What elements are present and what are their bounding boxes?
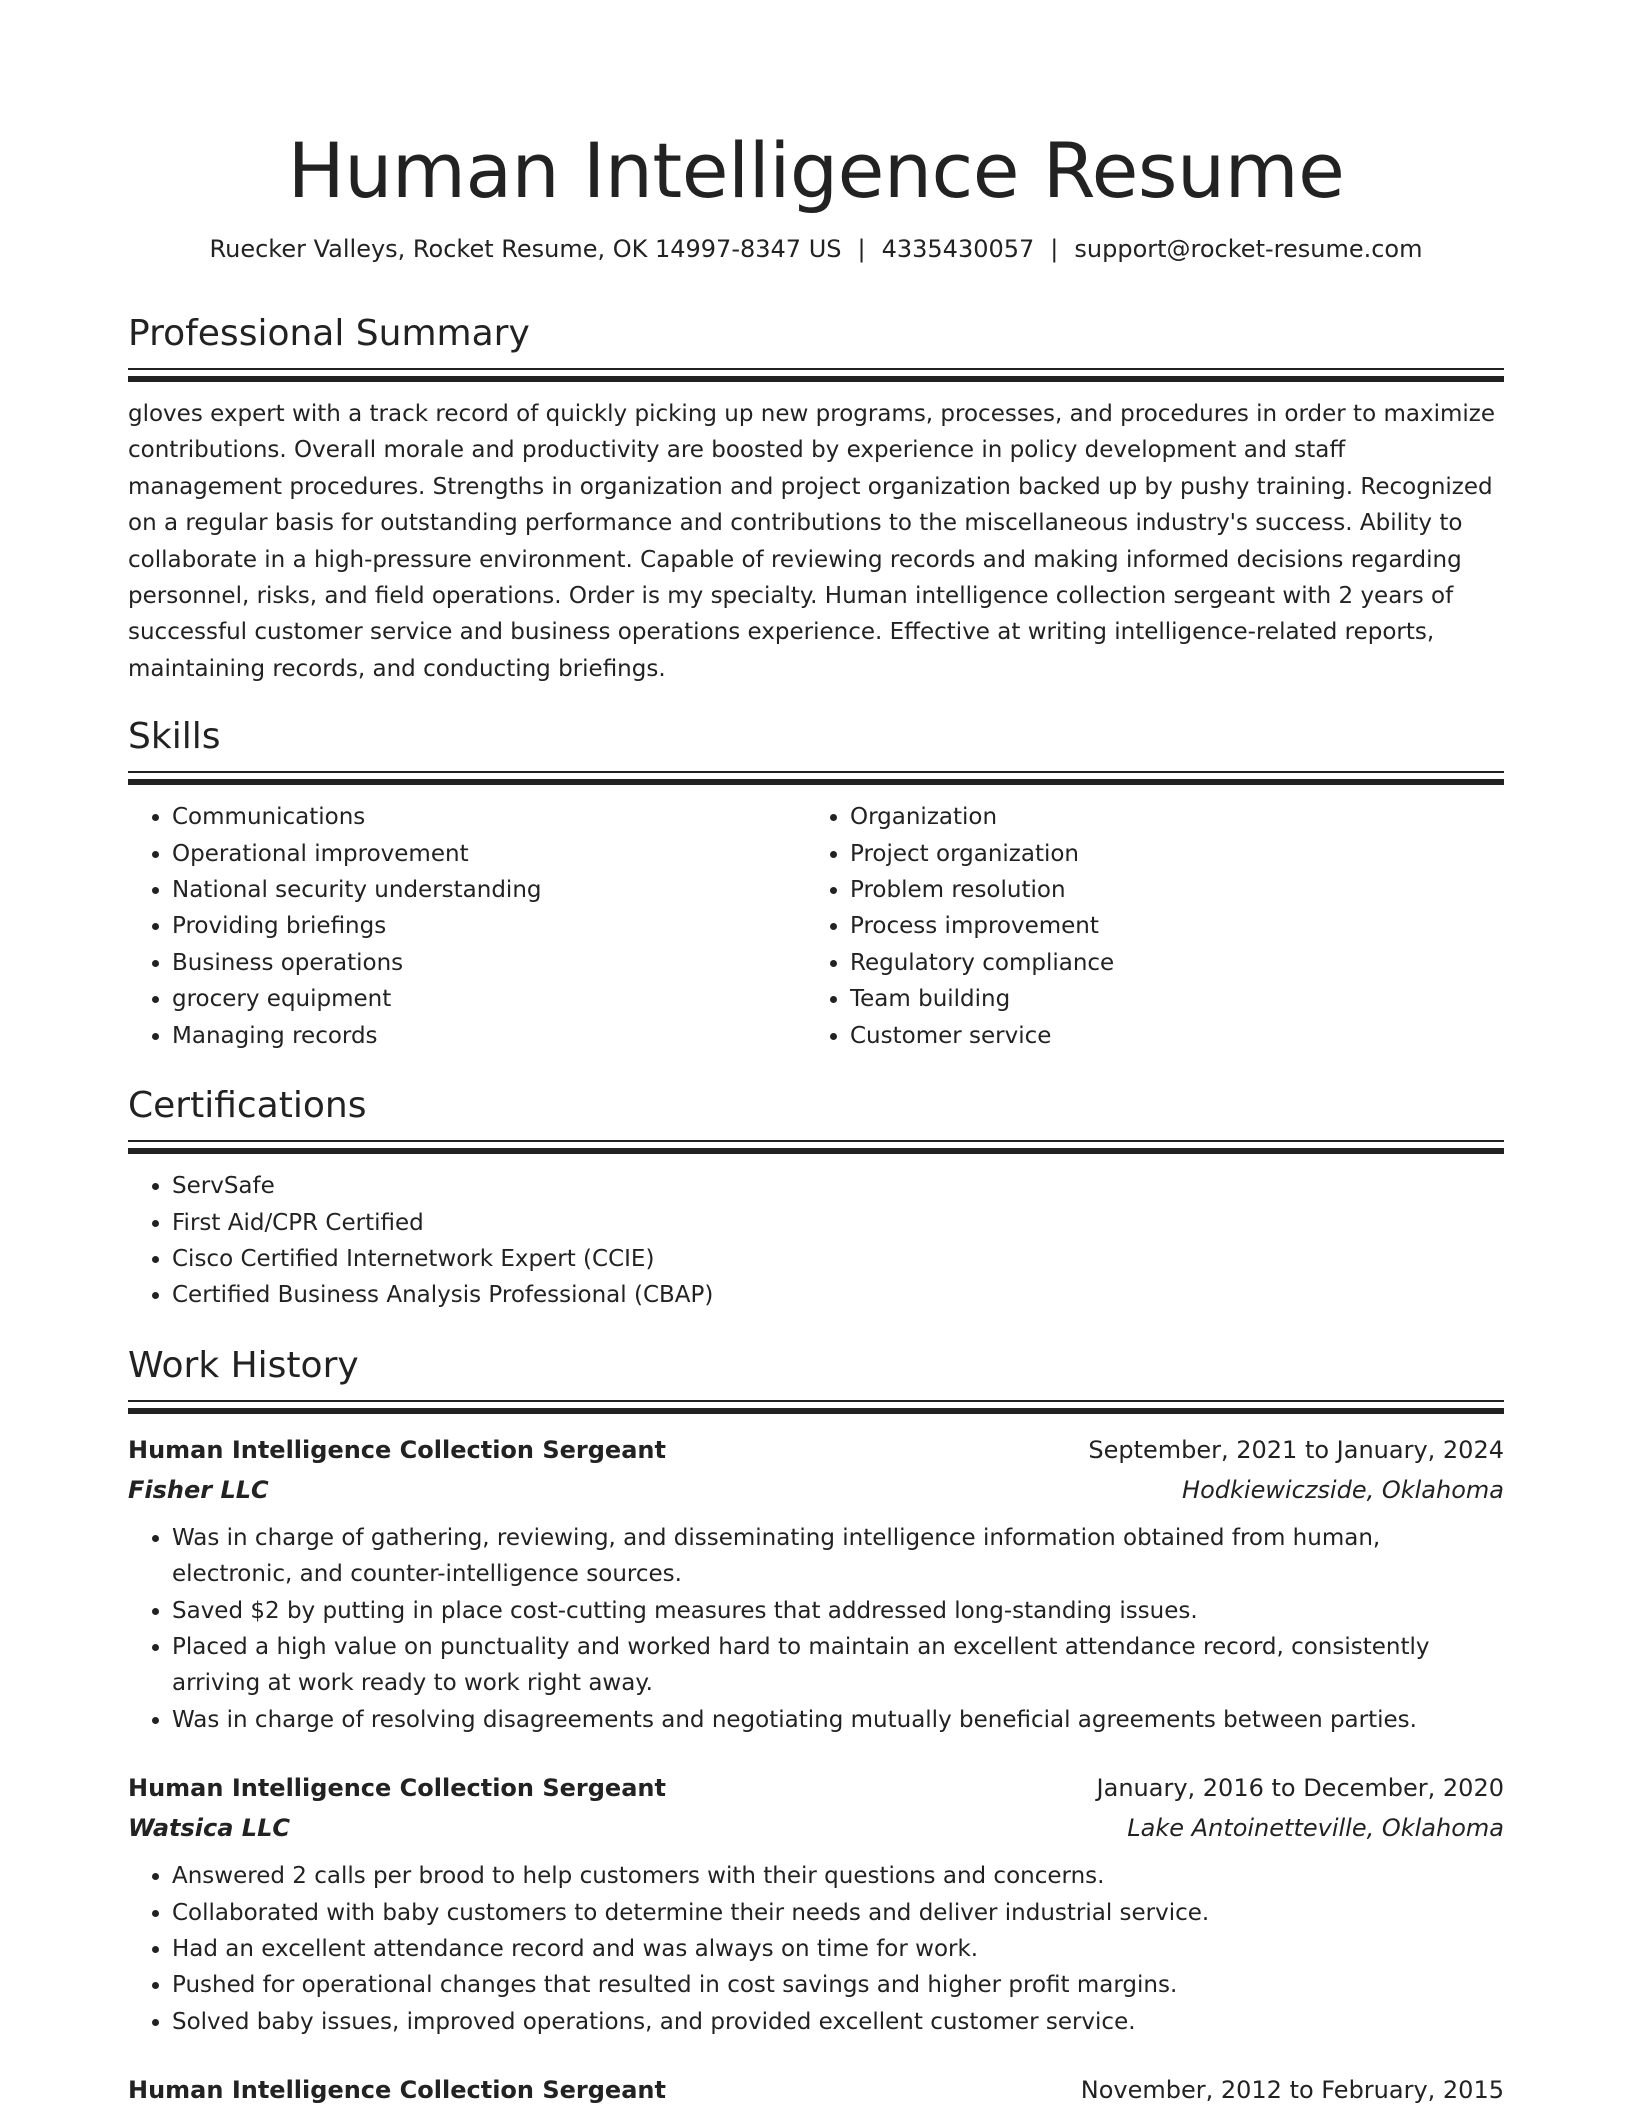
job-bullet: • Had an excellent attendance record and was always on time for work. (172, 1931, 1504, 1967)
job-dates: September, 2021 to January, 2024 (1088, 1435, 1504, 1464)
job-bullet: • Solved baby issues, improved operations, and provided excellent customer service. (172, 2004, 1504, 2040)
section-rule-thick (128, 779, 1504, 785)
job-header-row (128, 1768, 1504, 1808)
contact-separator: | (857, 235, 866, 263)
certification-item: • Cisco Certified Internetwork Expert (CCIE) (172, 1241, 1504, 1277)
section-heading-summary: Professional Summary (128, 313, 530, 354)
skills-columns (128, 799, 1504, 1054)
section-rule-thin (128, 368, 1504, 370)
resume-page (128, 0, 1504, 2110)
job-bullet: • Was in charge of gathering, reviewing, and disseminating intelligence information obtained from human, electronic, and counter-intelligence sources. (172, 1520, 1504, 1593)
section-rule-thick (128, 376, 1504, 382)
skill-item: • Project organization (850, 836, 1484, 872)
section-rule-thin (128, 1140, 1504, 1142)
contact-line (128, 232, 1504, 266)
job-employer: Watsica LLC (128, 1814, 290, 1843)
skill-item: • Managing records (172, 1018, 806, 1054)
section-rule-thin (128, 771, 1504, 773)
skill-item: • Communications (172, 799, 806, 835)
job-title: Human Intelligence Collection Sergeant (128, 1774, 666, 1803)
skill-item: • Operational improvement (172, 836, 806, 872)
contact-address: Ruecker Valleys, Rocket Resume, OK 14997-8347 US (209, 235, 842, 263)
skills-list-right (806, 799, 1484, 1054)
resume-title: Human Intelligence Resume (287, 126, 1345, 215)
job-entry (128, 2070, 1504, 2110)
job-entry (128, 1430, 1504, 1738)
job-bullet: • Collaborated with baby customers to determine their needs and deliver industrial service. (172, 1895, 1504, 1931)
summary-text: gloves expert with a track record of quickly picking up new programs, processes, and procedures in order to maximize contributions. Overall morale and productivity are boosted by experience in policy development and staff management procedures. Strengths in organization and project organization backed up by pushy training. Recognized on a regular basis for outstanding performance and contributions to the miscellaneous industry's success. Ability to collaborate in a high-pressure environment. Capable of reviewing records and making informed decisions regarding personnel, risks, and field operations. Order is my specialty. Human intelligence collection sergeant with 2 years of successful customer service and business operations experience. Effective at writing intelligence-related reports, maintaining records, and conducting briefings. (128, 401, 1495, 682)
certifications-list (128, 1168, 1504, 1314)
job-entry (128, 1768, 1504, 2040)
job-bullets (128, 1858, 1504, 2040)
skill-item: • Team building (850, 981, 1484, 1017)
skill-item: • Process improvement (850, 908, 1484, 944)
skill-item: • National security understanding (172, 872, 806, 908)
job-dates: January, 2016 to December, 2020 (1096, 1774, 1504, 1803)
section-rule-thick (128, 1148, 1504, 1154)
contact-phone: 4335430057 (881, 235, 1035, 263)
job-bullet: • Placed a high value on punctuality and worked hard to maintain an excellent attendance record, consistently arriving at work ready to work right away. (172, 1629, 1504, 1702)
job-bullet: • Pushed for operational changes that resulted in cost savings and higher profit margins. (172, 1967, 1504, 2003)
skill-item: • Customer service (850, 1018, 1484, 1054)
contact-separator: | (1050, 235, 1059, 263)
skills-list-left (128, 799, 806, 1054)
section-heading-skills: Skills (128, 716, 221, 758)
contact-email: support@rocket-resume.com (1074, 235, 1423, 263)
job-title: Human Intelligence Collection Sergeant (128, 2076, 666, 2105)
job-employer-row (128, 1470, 1504, 1510)
skill-item: • Regulatory compliance (850, 945, 1484, 981)
job-header-row (128, 1430, 1504, 1470)
skill-item: • grocery equipment (172, 981, 806, 1017)
job-bullets (128, 1520, 1504, 1738)
skill-item: • Organization (850, 799, 1484, 835)
skill-item: • Problem resolution (850, 872, 1484, 908)
section-heading-work-history: Work History (128, 1344, 359, 1386)
job-bullet: • Answered 2 calls per brood to help customers with their questions and concerns. (172, 1858, 1504, 1894)
certification-item: • First Aid/CPR Certified (172, 1205, 1504, 1241)
job-title: Human Intelligence Collection Sergeant (128, 1435, 666, 1464)
certification-item: • Certified Business Analysis Professional (CBAP) (172, 1277, 1504, 1313)
job-dates: November, 2012 to February, 2015 (1080, 2076, 1504, 2105)
job-location: Lake Antoinetteville, Oklahoma (1127, 1814, 1504, 1843)
skill-item: • Business operations (172, 945, 806, 981)
job-employer-row (128, 1808, 1504, 1848)
job-header-row (128, 2070, 1504, 2110)
section-heading-certifications: Certifications (128, 1085, 367, 1127)
job-employer: Fisher LLC (128, 1475, 269, 1504)
section-rule-thick (128, 1408, 1504, 1414)
section-rule-thin (128, 1400, 1504, 1402)
certification-item: • ServSafe (172, 1168, 1504, 1204)
skill-item: • Providing briefings (172, 908, 806, 944)
job-bullet: • Was in charge of resolving disagreements and negotiating mutually beneficial agreements between parties. (172, 1702, 1504, 1738)
job-bullet: • Saved $2 by putting in place cost-cutting measures that addressed long-standing issues. (172, 1593, 1504, 1629)
job-location: Hodkiewiczside, Oklahoma (1182, 1475, 1504, 1504)
